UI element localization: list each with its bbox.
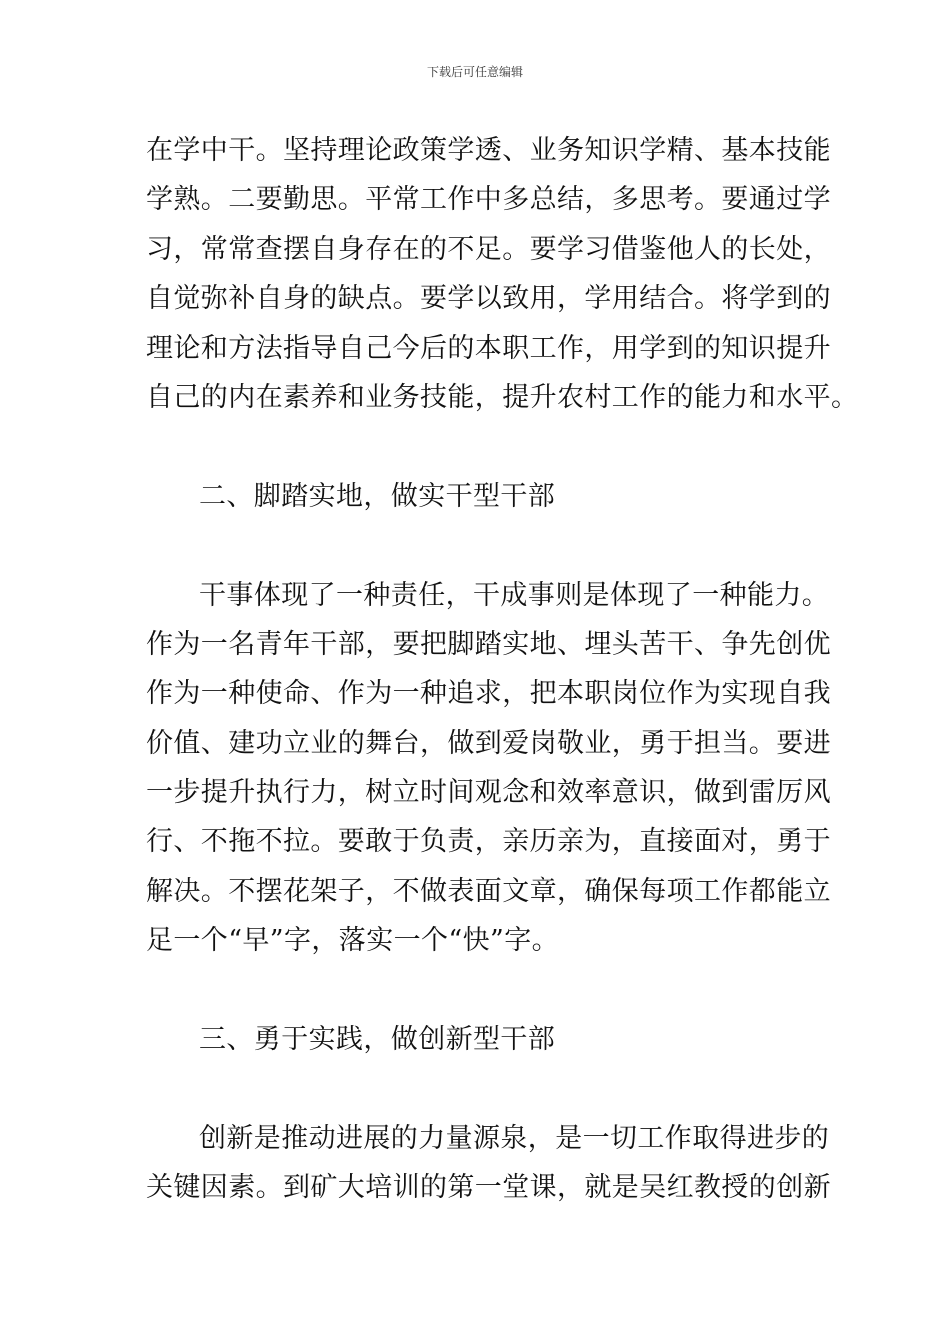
text-line: 理论和方法指导自己今后的本职工作，用学到的知识提升 [146,332,831,364]
text-line: 学熟。二要勤思。平常工作中多总结，多思考。要通过学 [146,184,831,216]
text-line: 价值、建功立业的舞台，做到爱岗敬业，勇于担当。要进 [146,727,831,759]
text-line: 解决。不摆花架子，不做表面文章，确保每项工作都能立 [146,875,831,907]
text-line: 创新是推动进展的力量源泉，是一切工作取得进步的 [199,1122,830,1154]
text-line: 在学中干。坚持理论政策学透、业务知识学精、基本技能 [146,135,831,166]
text-line: 行、不拖不拉。要敢于负责，亲历亲为，直接面对，勇于 [146,826,831,858]
text-line: 习，常常查摆自身存在的不足。要学习借鉴他人的长处， [146,233,831,265]
text-line: 关键因素。到矿大培训的第一堂课，就是吴红教授的创新 [146,1172,831,1204]
paragraph-2 [146,571,831,966]
text-line: 自己的内在素养和业务技能，提升农村工作的能力和水平。 [146,381,859,413]
text-line: 干事体现了一种责任，干成事则是体现了一种能力。 [199,579,830,611]
spacer [146,422,808,471]
text-line: 自觉弥补自身的缺点。要学以致用，学用结合。将学到的 [146,283,831,315]
text-line: 作为一种使命、作为一种追求，把本职岗位作为实现自我 [146,678,831,710]
spacer [146,966,808,1015]
text-line: 足一个“早”字，落实一个“快”字。 [146,925,560,957]
page-header: 下载后可任意编辑 [426,65,523,79]
spacer [146,1064,808,1113]
paragraph-3 [146,1114,831,1213]
text-line: 一步提升执行力，树立时间观念和效率意识，做到雷厉风 [146,777,831,809]
text-line: 作为一名青年干部，要把脚踏实地、埋头苦干、争先创优 [146,628,831,660]
paragraph-1 [146,126,859,422]
spacer [146,521,808,570]
document-body [146,126,859,1213]
section-heading-2: 二、脚踏实地，做实干型干部 [199,480,556,512]
section-heading-3: 三、勇于实践，做创新型干部 [199,1024,556,1056]
